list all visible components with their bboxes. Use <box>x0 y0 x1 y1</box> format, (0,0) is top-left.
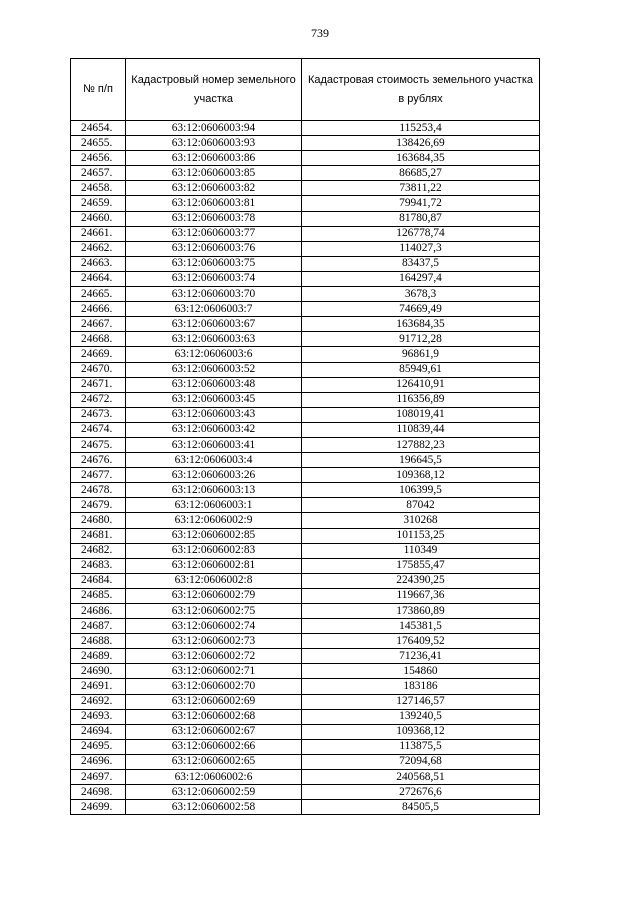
cadastral-value-cell: 71236,41 <box>302 649 540 664</box>
cadastral-number-cell: 63:12:0606002:81 <box>126 558 302 573</box>
header-row <box>71 59 540 121</box>
cadastral-value-cell: 85949,61 <box>302 362 540 377</box>
table-row <box>71 241 540 256</box>
cadastral-value-cell: 114027,3 <box>302 241 540 256</box>
row-number-cell: 24698. <box>71 785 126 800</box>
cadastral-value-cell: 108019,41 <box>302 407 540 422</box>
table-row <box>71 785 540 800</box>
table-row <box>71 151 540 166</box>
row-number-cell: 24686. <box>71 604 126 619</box>
table-row <box>71 739 540 754</box>
row-number-cell: 24655. <box>71 136 126 151</box>
table-header <box>71 59 540 121</box>
row-number-cell: 24672. <box>71 392 126 407</box>
cadastral-number-cell: 63:12:0606003:76 <box>126 241 302 256</box>
row-number-cell: 24684. <box>71 573 126 588</box>
row-number-cell: 24679. <box>71 498 126 513</box>
cadastral-value-cell: 84505,5 <box>302 800 540 815</box>
table-row <box>71 407 540 422</box>
table-row <box>71 694 540 709</box>
table-row <box>71 724 540 739</box>
row-number-cell: 24682. <box>71 543 126 558</box>
cadastral-value-cell: 154860 <box>302 664 540 679</box>
row-number-cell: 24665. <box>71 287 126 302</box>
cadastral-value-cell: 145381,5 <box>302 619 540 634</box>
cadastral-number-cell: 63:12:0606002:75 <box>126 604 302 619</box>
row-number-cell: 24660. <box>71 211 126 226</box>
row-number-cell: 24678. <box>71 483 126 498</box>
cadastral-value-cell: 110839,44 <box>302 422 540 437</box>
table-row <box>71 121 540 136</box>
cadastral-number-cell: 63:12:0606002:68 <box>126 709 302 724</box>
cadastral-value-cell: 115253,4 <box>302 121 540 136</box>
table-row <box>71 770 540 785</box>
cadastral-value-cell: 127146,57 <box>302 694 540 709</box>
cadastral-value-cell: 72094,68 <box>302 754 540 769</box>
cadastral-value-cell: 176409,52 <box>302 634 540 649</box>
table-row <box>71 422 540 437</box>
cadastral-number-cell: 63:12:0606003:45 <box>126 392 302 407</box>
row-number-cell: 24681. <box>71 528 126 543</box>
row-number-cell: 24666. <box>71 302 126 317</box>
cadastral-value-cell: 109368,12 <box>302 724 540 739</box>
cadastral-number-cell: 63:12:0606003:13 <box>126 483 302 498</box>
cadastral-value-cell: 175855,47 <box>302 558 540 573</box>
cadastral-number-cell: 63:12:0606002:85 <box>126 528 302 543</box>
cadastral-number-cell: 63:12:0606003:94 <box>126 121 302 136</box>
cadastral-number-cell: 63:12:0606003:26 <box>126 468 302 483</box>
row-number-cell: 24674. <box>71 422 126 437</box>
row-number-cell: 24699. <box>71 800 126 815</box>
row-number-cell: 24675. <box>71 437 126 452</box>
cadastral-value-cell: 74669,49 <box>302 302 540 317</box>
page-number: 739 <box>311 26 329 40</box>
row-number-cell: 24680. <box>71 513 126 528</box>
cadastral-value-cell: 3678,3 <box>302 287 540 302</box>
row-number-cell: 24656. <box>71 151 126 166</box>
cadastral-number-cell: 63:12:0606002:66 <box>126 739 302 754</box>
table-body <box>71 121 540 815</box>
table-row <box>71 468 540 483</box>
cadastral-number-cell: 63:12:0606003:85 <box>126 166 302 181</box>
cadastral-value-cell: 240568,51 <box>302 770 540 785</box>
cadastral-number-cell: 63:12:0606003:63 <box>126 332 302 347</box>
cadastral-number-cell: 63:12:0606003:81 <box>126 196 302 211</box>
cadastral-value-cell: 91712,28 <box>302 332 540 347</box>
cadastral-number-cell: 63:12:0606003:74 <box>126 271 302 286</box>
table-row <box>71 619 540 634</box>
cadastral-number-cell: 63:12:0606002:72 <box>126 649 302 664</box>
row-number-cell: 24689. <box>71 649 126 664</box>
cadastral-number-cell: 63:12:0606003:41 <box>126 437 302 452</box>
row-number-cell: 24671. <box>71 377 126 392</box>
cadastral-number-cell: 63:12:0606003:93 <box>126 136 302 151</box>
table-row <box>71 437 540 452</box>
row-number-cell: 24697. <box>71 770 126 785</box>
table-row <box>71 513 540 528</box>
cadastral-number-cell: 63:12:0606002:71 <box>126 664 302 679</box>
table-row <box>71 287 540 302</box>
cadastral-number-cell: 63:12:0606003:70 <box>126 287 302 302</box>
cadastral-number-cell: 63:12:0606003:52 <box>126 362 302 377</box>
table-row <box>71 196 540 211</box>
cadastral-value-cell: 73811,22 <box>302 181 540 196</box>
cadastral-value-table <box>70 58 540 815</box>
cadastral-number-cell: 63:12:0606003:78 <box>126 211 302 226</box>
header-cadastral-value: Кадастровая стоимость земельного участка в рублях <box>302 59 540 121</box>
table-row <box>71 649 540 664</box>
cadastral-number-cell: 63:12:0606003:75 <box>126 256 302 271</box>
table-row <box>71 453 540 468</box>
table-row <box>71 317 540 332</box>
cadastral-value-cell: 101153,25 <box>302 528 540 543</box>
cadastral-number-cell: 63:12:0606002:8 <box>126 573 302 588</box>
cadastral-number-cell: 63:12:0606002:6 <box>126 770 302 785</box>
cadastral-value-cell: 164297,4 <box>302 271 540 286</box>
cadastral-value-cell: 126778,74 <box>302 226 540 241</box>
cadastral-number-cell: 63:12:0606002:59 <box>126 785 302 800</box>
row-number-cell: 24691. <box>71 679 126 694</box>
table-row <box>71 800 540 815</box>
row-number-cell: 24669. <box>71 347 126 362</box>
row-number-cell: 24677. <box>71 468 126 483</box>
row-number-cell: 24664. <box>71 271 126 286</box>
table-row <box>71 392 540 407</box>
cadastral-value-cell: 139240,5 <box>302 709 540 724</box>
cadastral-number-cell: 63:12:0606002:58 <box>126 800 302 815</box>
cadastral-value-cell: 127882,23 <box>302 437 540 452</box>
cadastral-number-cell: 63:12:0606003:82 <box>126 181 302 196</box>
cadastral-value-cell: 81780,87 <box>302 211 540 226</box>
table-row <box>71 588 540 603</box>
table-row <box>71 226 540 241</box>
table-row <box>71 754 540 769</box>
row-number-cell: 24662. <box>71 241 126 256</box>
table-row <box>71 498 540 513</box>
table-row <box>71 634 540 649</box>
cadastral-number-cell: 63:12:0606003:7 <box>126 302 302 317</box>
cadastral-value-cell: 87042 <box>302 498 540 513</box>
cadastral-value-cell: 224390,25 <box>302 573 540 588</box>
cadastral-number-cell: 63:12:0606002:70 <box>126 679 302 694</box>
cadastral-value-cell: 79941,72 <box>302 196 540 211</box>
cadastral-value-cell: 110349 <box>302 543 540 558</box>
cadastral-value-cell: 83437,5 <box>302 256 540 271</box>
cadastral-number-cell: 63:12:0606003:4 <box>126 453 302 468</box>
row-number-cell: 24676. <box>71 453 126 468</box>
table-row <box>71 664 540 679</box>
header-num: № п/п <box>71 59 126 121</box>
row-number-cell: 24661. <box>71 226 126 241</box>
table-row <box>71 362 540 377</box>
row-number-cell: 24696. <box>71 754 126 769</box>
table-row <box>71 543 540 558</box>
cadastral-value-cell: 163684,35 <box>302 151 540 166</box>
cadastral-number-cell: 63:12:0606003:42 <box>126 422 302 437</box>
cadastral-value-cell: 183186 <box>302 679 540 694</box>
cadastral-number-cell: 63:12:0606002:83 <box>126 543 302 558</box>
cadastral-value-cell: 96861,9 <box>302 347 540 362</box>
cadastral-value-cell: 116356,89 <box>302 392 540 407</box>
cadastral-number-cell: 63:12:0606003:77 <box>126 226 302 241</box>
header-cadastral-number: Кадастровый номер земельного участка <box>126 59 302 121</box>
row-number-cell: 24658. <box>71 181 126 196</box>
cadastral-number-cell: 63:12:0606003:1 <box>126 498 302 513</box>
cadastral-value-cell: 86685,27 <box>302 166 540 181</box>
row-number-cell: 24657. <box>71 166 126 181</box>
row-number-cell: 24668. <box>71 332 126 347</box>
row-number-cell: 24692. <box>71 694 126 709</box>
table-row <box>71 483 540 498</box>
row-number-cell: 24654. <box>71 121 126 136</box>
table-row <box>71 377 540 392</box>
row-number-cell: 24693. <box>71 709 126 724</box>
row-number-cell: 24695. <box>71 739 126 754</box>
cadastral-number-cell: 63:12:0606002:74 <box>126 619 302 634</box>
cadastral-number-cell: 63:12:0606002:69 <box>126 694 302 709</box>
table-row <box>71 679 540 694</box>
cadastral-value-cell: 310268 <box>302 513 540 528</box>
table-row <box>71 136 540 151</box>
table-row <box>71 573 540 588</box>
cadastral-value-cell: 272676,6 <box>302 785 540 800</box>
table-row <box>71 302 540 317</box>
table-row <box>71 709 540 724</box>
row-number-cell: 24694. <box>71 724 126 739</box>
cadastral-value-cell: 163684,35 <box>302 317 540 332</box>
row-number-cell: 24688. <box>71 634 126 649</box>
row-number-cell: 24683. <box>71 558 126 573</box>
cadastral-value-cell: 109368,12 <box>302 468 540 483</box>
cadastral-number-cell: 63:12:0606003:6 <box>126 347 302 362</box>
cadastral-number-cell: 63:12:0606003:67 <box>126 317 302 332</box>
table-row <box>71 347 540 362</box>
table-row <box>71 166 540 181</box>
cadastral-number-cell: 63:12:0606002:67 <box>126 724 302 739</box>
cadastral-value-cell: 119667,36 <box>302 588 540 603</box>
cadastral-value-cell: 106399,5 <box>302 483 540 498</box>
cadastral-number-cell: 63:12:0606002:73 <box>126 634 302 649</box>
cadastral-value-cell: 173860,89 <box>302 604 540 619</box>
row-number-cell: 24659. <box>71 196 126 211</box>
table-row <box>71 271 540 286</box>
row-number-cell: 24673. <box>71 407 126 422</box>
cadastral-number-cell: 63:12:0606002:79 <box>126 588 302 603</box>
table-row <box>71 211 540 226</box>
cadastral-value-cell: 113875,5 <box>302 739 540 754</box>
table-row <box>71 528 540 543</box>
table-row <box>71 256 540 271</box>
row-number-cell: 24663. <box>71 256 126 271</box>
table-row <box>71 181 540 196</box>
row-number-cell: 24685. <box>71 588 126 603</box>
cadastral-number-cell: 63:12:0606003:86 <box>126 151 302 166</box>
cadastral-value-cell: 126410,91 <box>302 377 540 392</box>
cadastral-number-cell: 63:12:0606003:43 <box>126 407 302 422</box>
row-number-cell: 24667. <box>71 317 126 332</box>
table-row <box>71 332 540 347</box>
row-number-cell: 24690. <box>71 664 126 679</box>
cadastral-value-cell: 138426,69 <box>302 136 540 151</box>
cadastral-number-cell: 63:12:0606003:48 <box>126 377 302 392</box>
row-number-cell: 24670. <box>71 362 126 377</box>
cadastral-value-cell: 196645,5 <box>302 453 540 468</box>
row-number-cell: 24687. <box>71 619 126 634</box>
cadastral-number-cell: 63:12:0606002:9 <box>126 513 302 528</box>
cadastral-number-cell: 63:12:0606002:65 <box>126 754 302 769</box>
table-row <box>71 604 540 619</box>
table-row <box>71 558 540 573</box>
